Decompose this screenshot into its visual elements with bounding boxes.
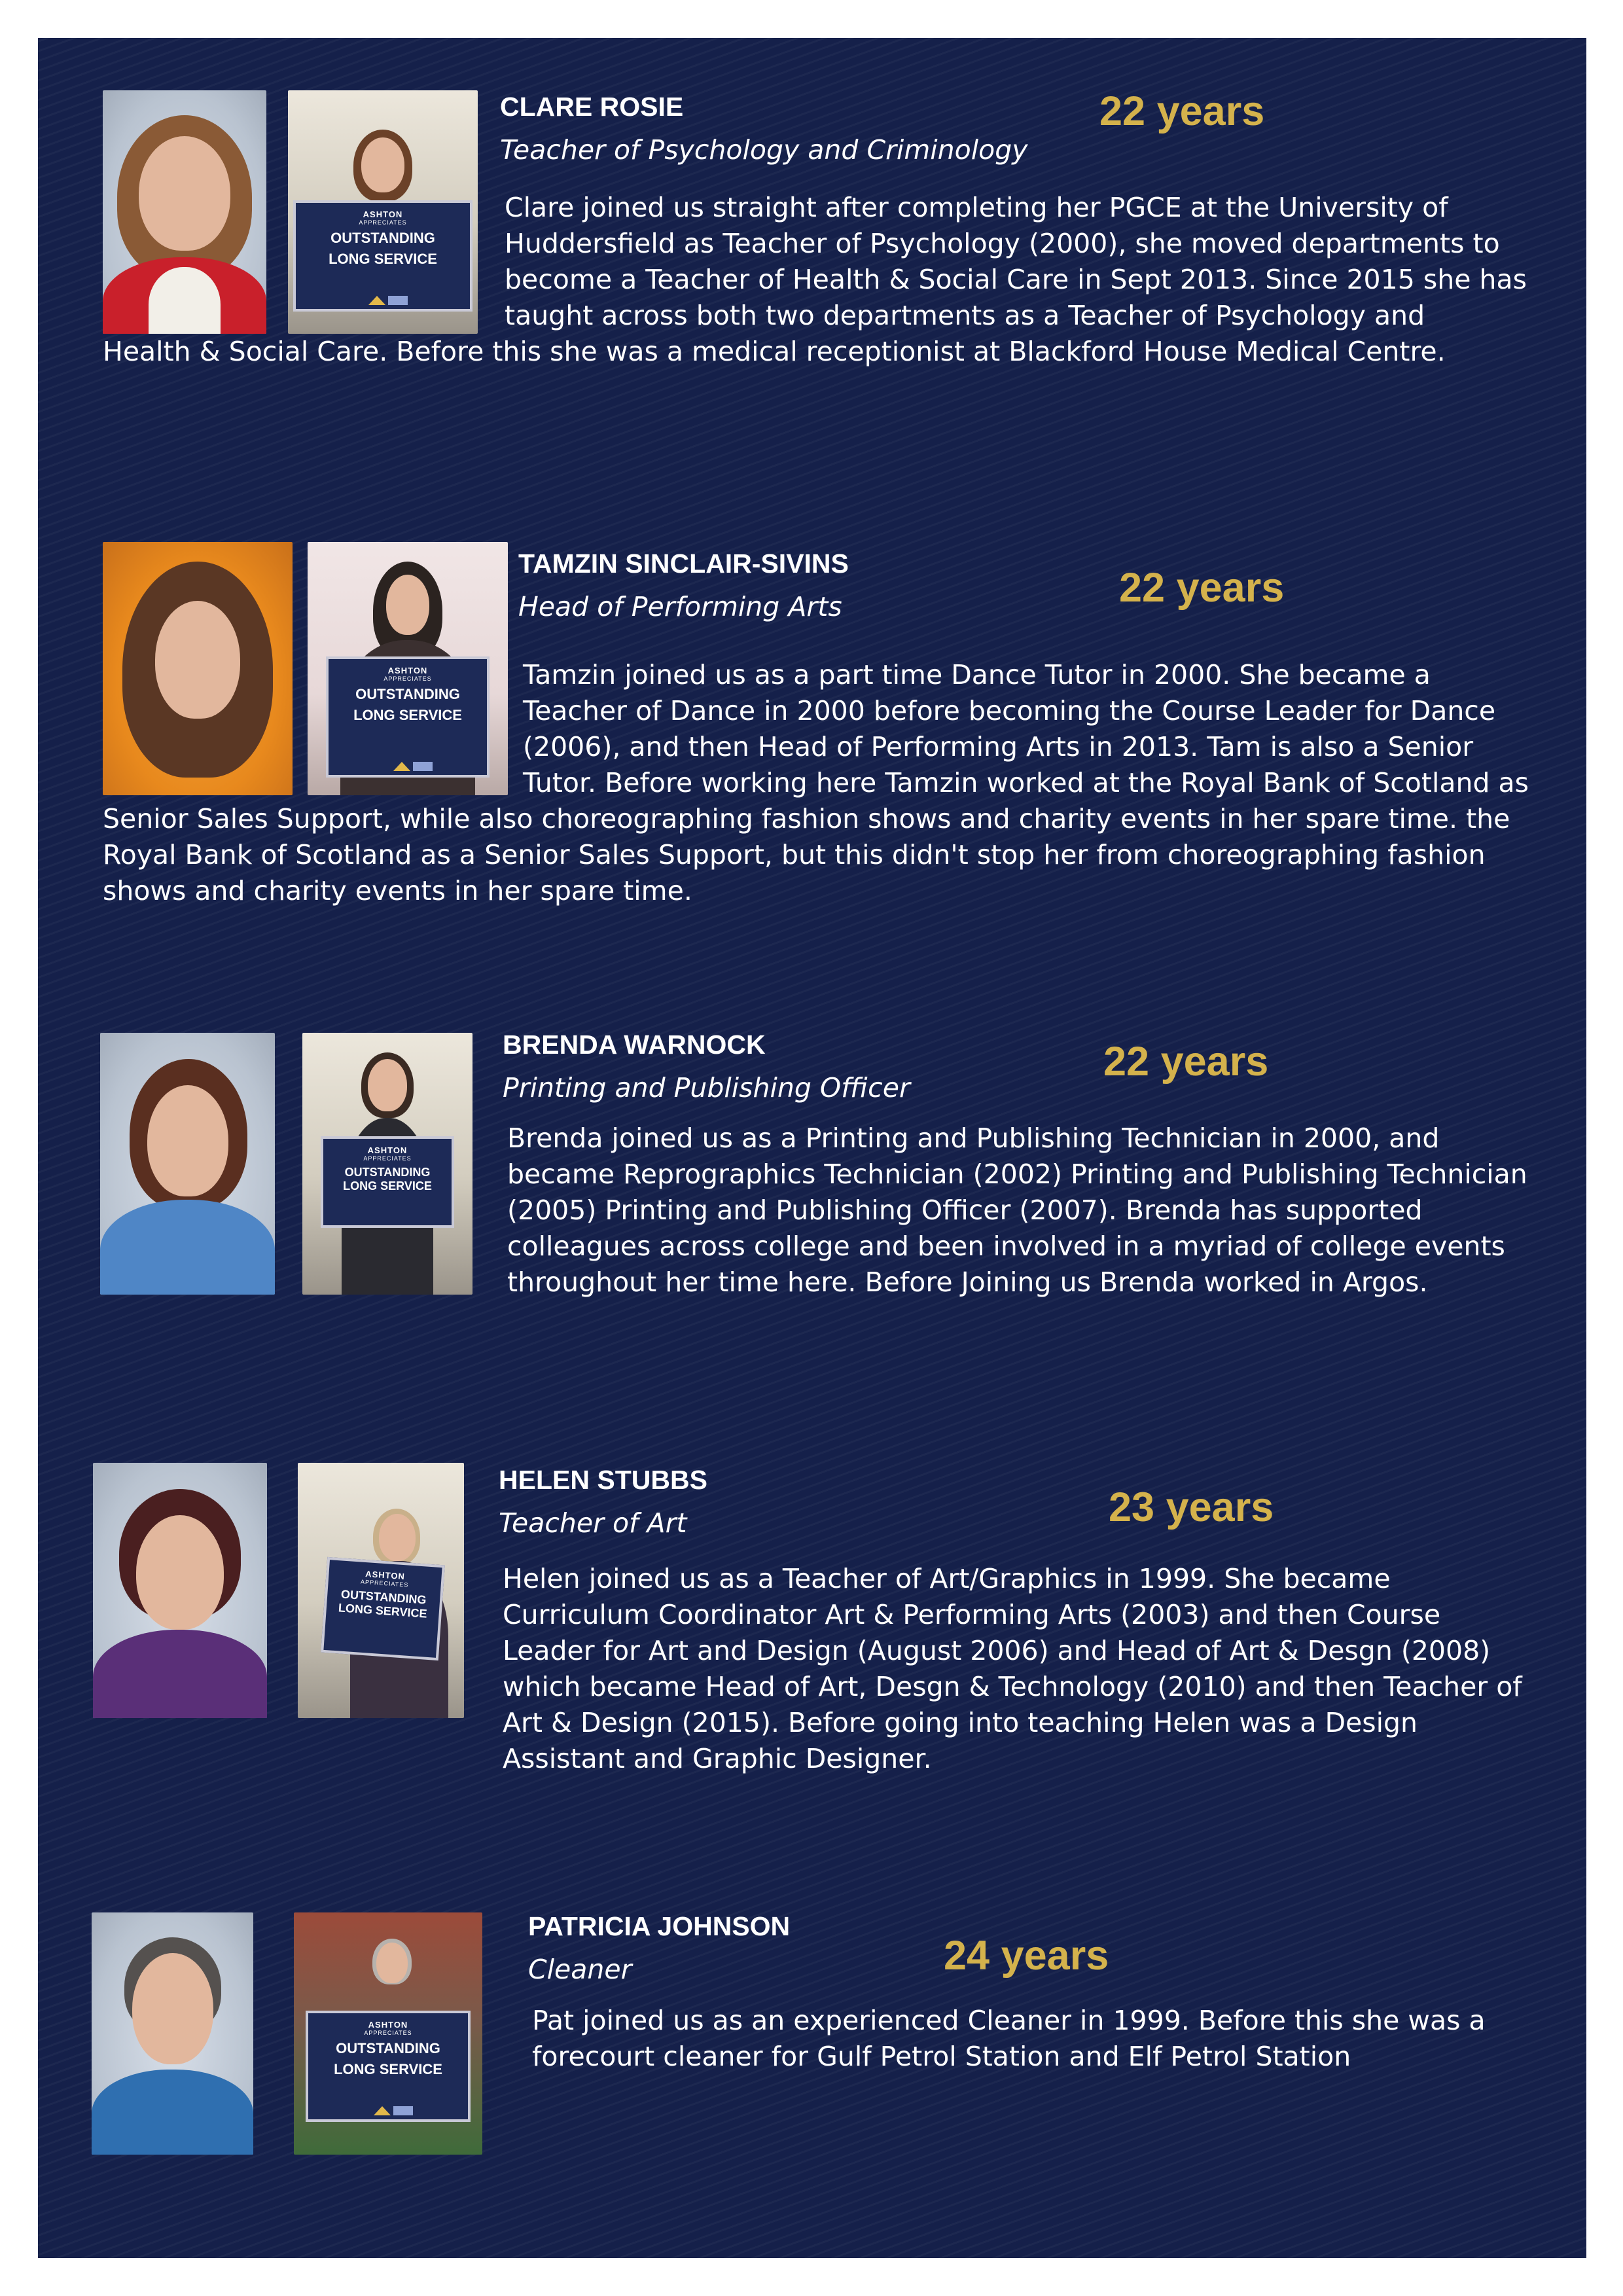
sign-text: APPRECIATES <box>383 675 432 682</box>
staff-name: CLARE ROSIE <box>500 92 684 122</box>
staff-name: BRENDA WARNOCK <box>503 1030 766 1060</box>
sign-text: OUTSTANDING <box>355 686 460 702</box>
bio-line: Tamzin joined us as a part time Dance Tutor in 2000. She became a <box>523 659 1431 691</box>
bio-line: Health & Social Care. Before this she was a medical receptionist at Blackford House Medical Centre. <box>103 336 1446 367</box>
sign-text: OUTSTANDING <box>344 1166 431 1179</box>
bio-line: Clare joined us straight after completing her PGCE at the University of <box>505 192 1448 223</box>
staff-bio <box>503 1561 1522 1777</box>
bio-line: Tutor. Before working here Tamzin worked at the Royal Bank of Scotland as <box>523 767 1529 798</box>
sign-text: ASHTON <box>367 1145 408 1155</box>
bio-line: Royal Bank of Scotland as a Senior Sales Support, but this didn't stop her from choreographing fashion <box>103 839 1486 870</box>
bio-line: Teacher of Dance in 2000 before becoming the Course Leader for Dance <box>523 695 1496 726</box>
outstanding-service-sign <box>321 1557 445 1660</box>
bio-line: Leader for Art and Design (August 2006) and Head of Art & Desgn (2008) <box>503 1635 1491 1666</box>
bio-line: Helen joined us as a Teacher of Art/Graphics in 1999. She became <box>503 1563 1391 1594</box>
sign-text: APPRECIATES <box>359 219 407 226</box>
service-years: 24 years <box>944 1933 1109 1979</box>
award-photo <box>302 1033 473 1295</box>
bio-line: Curriculum Coordinator Art & Performing Arts (2003) and then Course <box>503 1599 1441 1630</box>
sign-text: APPRECIATES <box>360 1578 409 1588</box>
bio-line: Pat joined us as an experienced Cleaner in 1999. Before this she was a <box>532 2005 1486 2036</box>
service-years: 23 years <box>1109 1484 1274 1530</box>
bio-line: (2005) Printing and Publishing Officer (2007). Brenda has supported <box>507 1194 1423 1226</box>
sign-text: LONG SERVICE <box>338 1601 428 1621</box>
staff-role: Printing and Publishing Officer <box>503 1072 910 1103</box>
headshot-photo <box>100 1033 275 1295</box>
sign-text: ASHTON <box>365 1569 406 1582</box>
bio-line: Art & Design (2015). Before going into teaching Helen was a Design <box>503 1707 1418 1738</box>
headshot-photo <box>92 1912 253 2155</box>
bio-line: Assistant and Graphic Designer. <box>503 1743 932 1774</box>
sign-text: APPRECIATES <box>363 1155 412 1162</box>
bio-line: Huddersfield as Teacher of Psychology (2000), she moved departments to <box>505 228 1500 259</box>
staff-role: Head of Performing Arts <box>518 591 842 622</box>
bio-line: (2006), and then Head of Performing Arts in 2013. Tam is also a Senior <box>523 731 1474 762</box>
service-years: 22 years <box>1103 1039 1269 1085</box>
staff-role: Teacher of Psychology and Criminology <box>500 134 1028 166</box>
sign-text: OUTSTANDING <box>330 230 435 246</box>
sign-text: OUTSTANDING <box>340 1587 427 1607</box>
staff-bio <box>507 1121 1527 1300</box>
bio-line: shows and charity events in her spare time. <box>103 875 692 906</box>
staff-role: Teacher of Art <box>499 1507 687 1539</box>
service-years: 22 years <box>1119 565 1285 611</box>
sign-text: ASHTON <box>363 209 403 219</box>
bio-line: forecourt cleaner for Gulf Petrol Station and Elf Petrol Station <box>532 2041 1351 2072</box>
staff-bio <box>532 2003 1486 2075</box>
staff-bio <box>103 657 1529 909</box>
staff-name: HELEN STUBBS <box>499 1465 707 1495</box>
award-photo <box>298 1463 464 1718</box>
bio-line: which became Head of Art, Desgn & Technology (2010) and then Teacher of <box>503 1671 1522 1702</box>
outstanding-service-sign <box>306 2011 471 2122</box>
service-years: 22 years <box>1099 88 1265 134</box>
staff-bio <box>103 190 1527 370</box>
award-photo <box>294 1912 482 2155</box>
bio-line: become a Teacher of Health & Social Care in Sept 2013. Since 2015 she has <box>505 264 1527 295</box>
staff-name: TAMZIN SINCLAIR-SIVINS <box>518 548 849 579</box>
bio-line: colleagues across college and been involved in a myriad of college events <box>507 1230 1505 1262</box>
sign-text: APPRECIATES <box>364 2030 412 2036</box>
bio-line: became Reprographics Technician (2002) Printing and Publishing Technician <box>507 1158 1527 1190</box>
bio-line: Brenda joined us as a Printing and Publishing Technician in 2000, and <box>507 1122 1440 1154</box>
sign-text: LONG SERVICE <box>353 707 462 723</box>
bio-line: throughout her time here. Before Joining us Brenda worked in Argos. <box>507 1266 1428 1298</box>
staff-role: Cleaner <box>528 1954 632 1985</box>
sign-text: ASHTON <box>368 2020 408 2030</box>
sign-text: ASHTON <box>387 666 428 675</box>
logo-icon <box>374 2106 391 2115</box>
logo-icon <box>393 2106 413 2115</box>
outstanding-service-sign <box>321 1136 454 1228</box>
headshot-photo <box>93 1463 267 1718</box>
sign-text: LONG SERVICE <box>329 251 437 267</box>
sign-text: OUTSTANDING <box>336 2040 440 2056</box>
bio-line: Senior Sales Support, while also choreographing fashion shows and charity events in her spare time. the <box>103 803 1510 834</box>
bio-line: taught across both two departments as a Teacher of Psychology and <box>505 300 1425 331</box>
sign-text: LONG SERVICE <box>343 1179 432 1193</box>
sign-text: LONG SERVICE <box>334 2061 442 2077</box>
staff-name: PATRICIA JOHNSON <box>528 1911 791 1941</box>
